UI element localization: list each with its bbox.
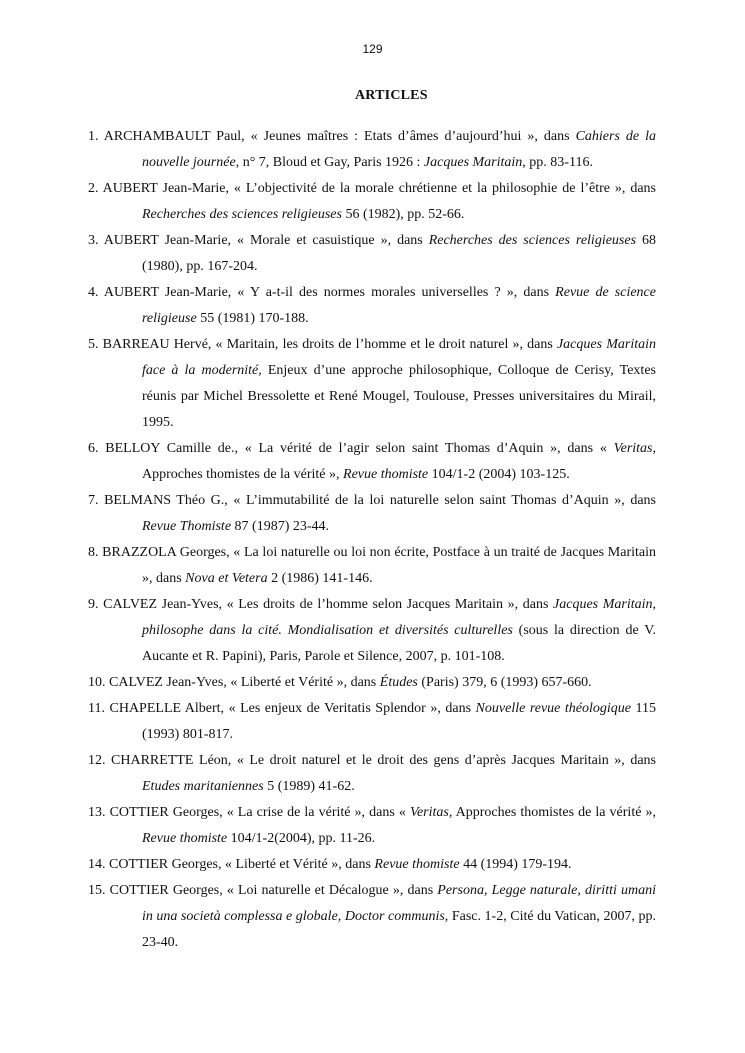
entry-text: 4. AUBERT Jean-Marie, « Y a-t-il des normes morales universelles ? », dans (88, 285, 556, 300)
entry-title: Persona, Legge naturale, diritti umani in una società complessa e globale, Doctor communis, (142, 883, 656, 924)
entry-title: Revue de science religieuse (142, 285, 656, 326)
entry-text: 10. CALVEZ Jean-Yves, « Liberté et Vérité », dans (88, 675, 380, 690)
bibliography-entry-11 (88, 696, 656, 748)
entry-text: 2 (1986) 141-146. (267, 571, 373, 586)
entry-title: Revue thomiste (374, 857, 460, 872)
entry-text: Approches thomistes de la vérité », (142, 467, 344, 482)
bibliography-entry-3 (88, 228, 656, 280)
bibliography-entry-7 (88, 488, 656, 540)
entry-text: 8. BRAZZOLA Georges, « La loi naturelle ou loi non écrite, Postface à un traité de Jacques Maritain », dans (88, 545, 656, 586)
bibliography-entry-10 (88, 670, 656, 696)
entry-text: 11. CHAPELLE Albert, « Les enjeux de Veritatis Splendor », dans (88, 701, 476, 716)
entry-text: 68 (1980), pp. 167-204. (142, 233, 657, 274)
entry-text: 44 (1994) 179-194. (459, 857, 572, 872)
entry-title: Nouvelle revue théologique (475, 701, 631, 716)
entry-text: 2. AUBERT Jean-Marie, « L’objectivité de la morale chrétienne et la philosophie de l’être », dans (88, 181, 656, 196)
entry-text: 6. BELLOY Camille de., « La vérité de l’agir selon saint Thomas d’Aquin », dans « (88, 441, 614, 456)
entry-text: 12. CHARRETTE Léon, « Le droit naturel et le droit des gens d’après Jacques Maritain », dans (88, 753, 656, 768)
section-title: ARTICLES (355, 88, 428, 103)
entry-text: 1. ARCHAMBAULT Paul, « Jeunes maîtres : Etats d’âmes d’aujourd’hui », dans (88, 129, 576, 144)
entry-text: 104/1-2(2004), pp. 11-26. (227, 831, 376, 846)
bibliography-entry-4 (88, 280, 656, 332)
bibliography-entry-1 (88, 124, 656, 176)
entry-title: Recherches des sciences religieuses (428, 233, 637, 248)
bibliography-entry-9 (88, 592, 656, 670)
entry-text: 87 (1987) 23-44. (231, 519, 330, 534)
page-number: 129 (362, 42, 383, 56)
bibliography-entry-12 (88, 748, 656, 800)
entry-text: , n° 7, Bloud et Gay, Paris 1926 : (235, 155, 424, 170)
entry-title: Jacques Maritain (423, 155, 523, 170)
entry-title: Jacques Maritain, philosophe dans la cité. Mondialisation et diversités culturelles (142, 597, 656, 638)
entry-text: , pp. 83-116. (522, 155, 593, 170)
entry-title: Etudes maritaniennes (142, 779, 264, 794)
entry-title: Cahiers de la nouvelle journée (142, 129, 656, 170)
entry-title: Études (379, 675, 418, 690)
bibliography-entry-8 (88, 540, 656, 592)
entry-text: 55 (1981) 170-188. (196, 311, 309, 326)
entry-title: Jacques Maritain face à la modernité, (142, 337, 656, 378)
bibliography-entry-5 (88, 332, 656, 436)
entry-text: 14. COTTIER Georges, « Liberté et Vérité », dans (88, 857, 375, 872)
entry-text: Approches thomistes de la vérité », (452, 805, 657, 820)
entry-text: 5. BARREAU Hervé, « Maritain, les droits de l’homme et le droit naturel », dans (88, 337, 557, 352)
entry-title: Nova et Vetera (185, 571, 268, 586)
entry-title: Veritas, (409, 805, 453, 820)
entry-text: 56 (1982), pp. 52-66. (341, 207, 465, 222)
entry-text: 5 (1989) 41-62. (263, 779, 355, 794)
entry-title: Revue thomiste (343, 467, 429, 482)
entry-title: Revue thomiste (142, 831, 228, 846)
bibliography-entry-15 (88, 878, 656, 956)
entry-text: Enjeux d’une approche philosophique, Colloque de Cerisy, Textes réunis par Michel Bressolette et René Mougel, Toulouse, Presses universitaires du Mirail, 1995. (142, 363, 656, 430)
entry-text: Fasc. 1-2, Cité du Vatican, 2007, pp. 23-40. (142, 909, 656, 950)
bibliography-entry-2 (88, 176, 656, 228)
entry-title: Revue Thomiste (142, 519, 232, 534)
entry-text: 104/1-2 (2004) 103-125. (428, 467, 570, 482)
entry-text: 15. COTTIER Georges, « Loi naturelle et Décalogue », dans (88, 883, 438, 898)
bibliography-list (88, 124, 656, 956)
entry-title: Veritas, (613, 441, 656, 456)
entry-title: Recherches des sciences religieuses (142, 207, 342, 222)
entry-text: (sous la direction de V. Aucante et R. Papini), Paris, Parole et Silence, 2007, p. 101-108. (142, 623, 657, 664)
entry-text: 7. BELMANS Théo G., « L’immutabilité de la loi naturelle selon saint Thomas d’Aquin », dans (88, 493, 656, 508)
entry-text: 13. COTTIER Georges, « La crise de la vérité », dans « (88, 805, 410, 820)
bibliography-entry-14 (88, 852, 656, 878)
entry-text: (Paris) 379, 6 (1993) 657-660. (417, 675, 592, 690)
bibliography-entry-6 (88, 436, 656, 488)
entry-text: 115 (1993) 801-817. (142, 701, 656, 742)
bibliography-entry-13 (88, 800, 656, 852)
entry-text: 9. CALVEZ Jean-Yves, « Les droits de l’homme selon Jacques Maritain », dans (88, 597, 554, 612)
entry-text: 3. AUBERT Jean-Marie, « Morale et casuistique », dans (88, 233, 429, 248)
